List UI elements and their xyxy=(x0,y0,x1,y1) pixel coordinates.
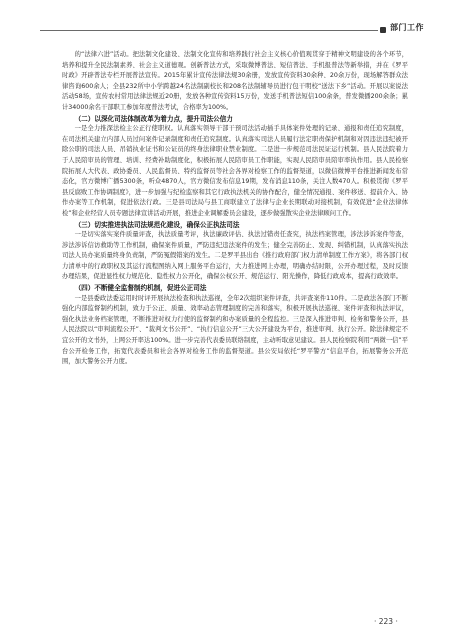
paragraph-intro: 的“法律六进”活动。把法制文化建设、法制文化宣传和培养践行社会主义核心价值观贯穿于精神文明建设的各个环节，培养和提升全民法制素养、社会主义道德观。创新普法方式，采取微博普法、短信普法、手机报普法等新举措，并在《罗平时政》开辟普法专栏开展普法宣传。2015年累计宣传法律法规30余册，发放宣传资料30余种、20余万份，现场解答群众法律咨询600余人；全县232所中小学跨越24名法制副校长和208名法制辅导员进行包干明校“送法下乡”活动。开展以案说法活动58场，宣传农村常用法律法规近20册，发放各种宣传资料15万份，发送手机普法短信100余条，普发微播200余条；累计34000余名干部职工参加年度普法考试，合格率为100%。 xyxy=(62,51,408,111)
paragraph-section-3: 一是切实落实案件质量评查，执法质量考评，执法廉政评估、执法过错责任查究，执法档案管理，涉法涉诉案件等查，涉法涉诉信访救助等工作机制，确保案件质量，严防违纪违法案件的发生；健全完善防止、发现、纠错机制，认真落实执法司法人员办案质量终身负责制，严防冤假错案的发生。二是罗平县出台《推行政府部门权力清单制度工作方案》，将各部门权力清单中的行政职权及其运行流程图纳入网上服务平台运行，大力推进网上办理，明确办结时限，公开办理过程，及时反馈办理结果，促进显性权力规范化、隐性权力公开化，确保公权公开、规范运行、阳光操作，降低行政成本，提高行政效率。 xyxy=(62,231,408,281)
paragraph-section-2: 一是全力推深法检主公正行使职权。认真落实领导干部干预司法活动插手具体案件处理的记录、通报和责任追究制度，在司法机关建立内部人员过问案件记录制度和责任追究制度。认真落实司法人员履行法定职责保护机制和对因违法违纪被开除公职的司法人员、吊销执业证书和公证员的终身法律职业禁业制度。二是进一步规范司法民证运行机制。县人民法院着力于人民陪审员的管理、培训、经费补助制度化，积极拓展人民陪审员工作职能，实现人民陪审员陪审率执作用。县人民检察院拓展人大代表、政协委员、人民监督员、特约监督员等社会各界对检察工作的监督渠道，以微信微博平台推进新闻发布常态化，官方微博广播5300条，听众4870人，官方微信发布信息19期，发布消息110条，关注人数470人。积极贯彻《罗平县反腐败工作协调制度》，进一步加强与纪检监察和其它行政执法机关的协作配合，健全情况通报、案件移送、提前介入、协作办案等工作机制，促进依法行政。三是县司法局与县工商联建立了法律与企业长期联动对接机制，有效促进“企业法律体检”和企业经营人员专题法律宣讲活动开展，推进企业调解委员会建设，逐步做强散实企业法律顾问工作。 xyxy=(62,125,408,217)
section-heading-4: （四）不断健全监督制约机制，促进公正司法 xyxy=(74,284,207,293)
page-number: · 223 · xyxy=(374,617,398,626)
section-heading-2: （二）以深化司法体制改革为着力点，提升司法公信力 xyxy=(74,114,233,123)
paragraph-section-4: 一是县委政法委运用时时评开展执法检查和执法巡视，全年2次组织案件评查，共评查案件110件。二是政法各部门不断强化内部监督制约机制，致力于公正、质量、效率动态管理制度的完善和落实，积极开展执法巡视、案件评查和执法评议，强化执法业务档案管理，不断推进对权力行使的监督制约和办案质量的全程监控。三是深入推进审判、检务和警务公开，县人民法院以“审判流程公开”、“裁判文书公开”、“执行信息公开”三大公开建设为平台，推进审判、执行公开。除法律规定不宜公开的文书外，上网公开率达100%。进一步完善代表委员联络制度，主动听取意见建议。县人民检察院利用“两微一信”平台公开检务工作，拓宽代表委员和社会各界对检务工作的监督渠道。县公安局依托“罗平警方”信息平台，拓展警务公开范围，加大警务公开力度。 xyxy=(62,294,408,366)
header-square-icon xyxy=(380,27,386,33)
running-header xyxy=(0,0,471,40)
section-heading-3: （三）切实推进执法司法规范化建设，确保公正执法司法 xyxy=(74,220,240,229)
header-rule xyxy=(40,30,378,31)
article-body xyxy=(62,50,408,368)
section-label: 部门工作 xyxy=(390,23,424,32)
